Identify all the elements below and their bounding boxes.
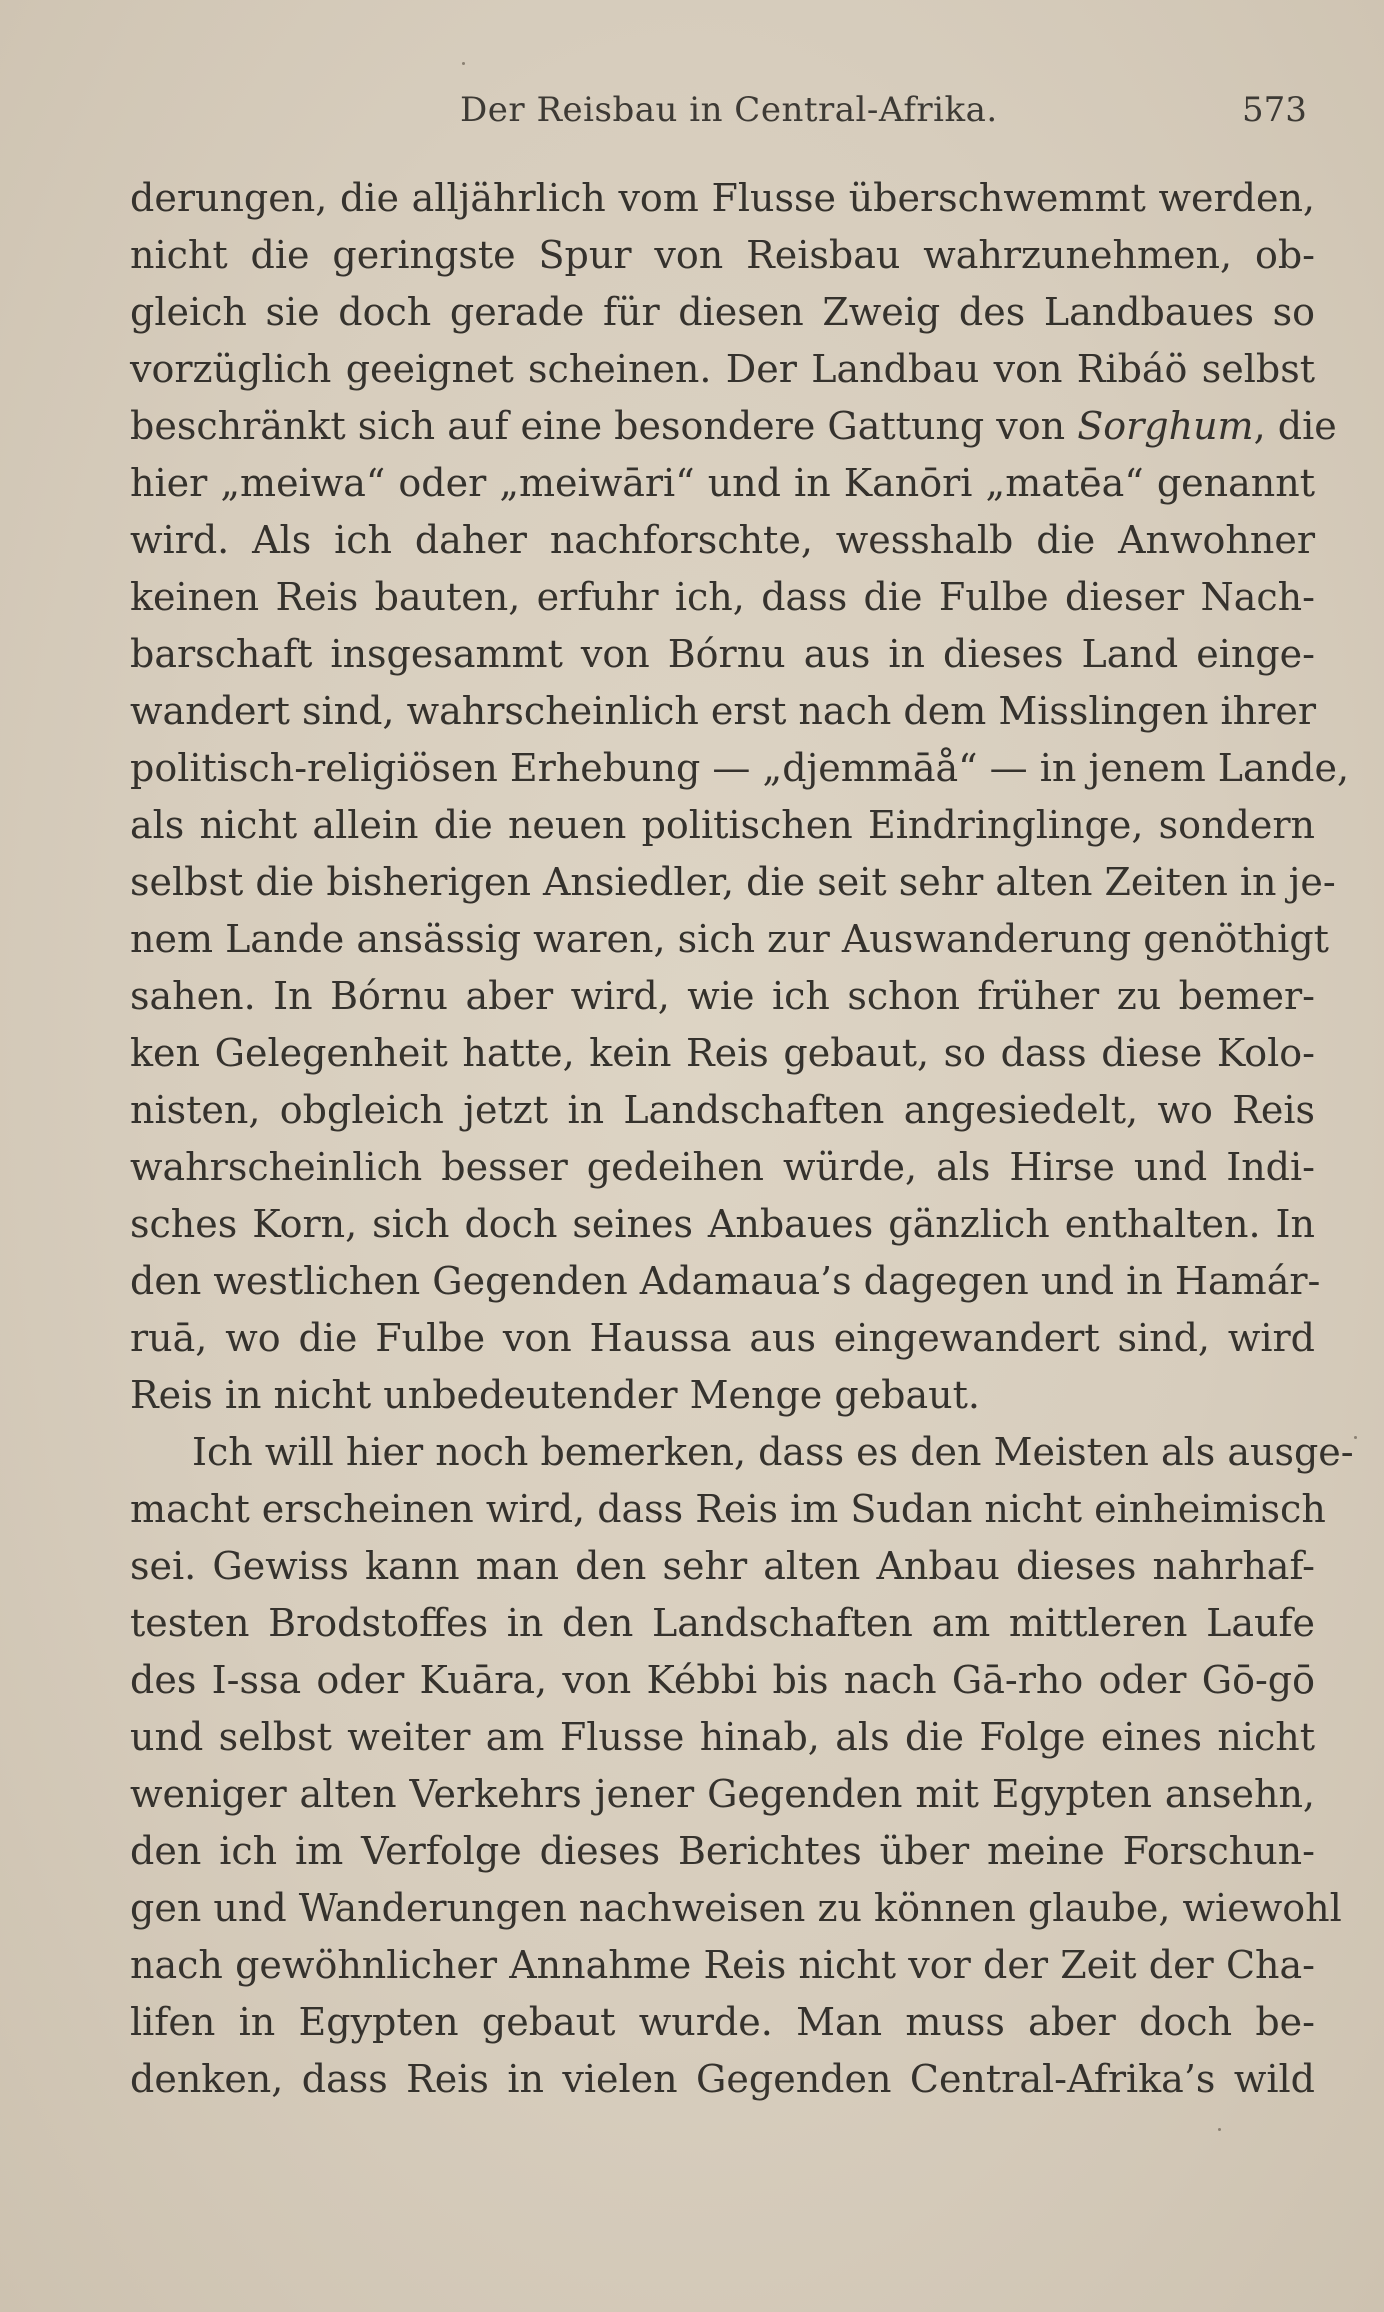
text-line: des I-ssa oder Kuāra, von Kébbi bis nach Gā-rho oder Gō-gō: [130, 1658, 1315, 1702]
text-line: keinen Reis bauten, erfuhr ich, dass die Fulbe dieser Nach-: [130, 575, 1315, 619]
text-line: Ich will hier noch bemerken, dass es den Meisten als ausge-: [192, 1430, 1354, 1474]
text-line: denken, dass Reis in vielen Gegenden Central-Afrika’s wild: [130, 2057, 1315, 2101]
text-line: ruā, wo die Fulbe von Haussa aus eingewandert sind, wird: [130, 1316, 1315, 1360]
text-line: beschränkt sich auf eine besondere Gattung von Sorghum, die: [130, 404, 1337, 448]
text-line: den ich im Verfolge dieses Berichtes über meine Forschun-: [130, 1829, 1315, 1873]
paper-speck: [1354, 1436, 1357, 1439]
text-line: sei. Gewiss kann man den sehr alten Anbau dieses nahrhaf-: [130, 1544, 1315, 1588]
page-number: 573: [1242, 90, 1307, 130]
text-line: politisch-religiösen Erhebung — „djemmāå“ — in jenem Lande,: [130, 746, 1350, 790]
text-line: wandert sind, wahrscheinlich erst nach dem Misslingen ihrer: [130, 689, 1316, 733]
text-line: selbst die bisherigen Ansiedler, die seit sehr alten Zeiten in je-: [130, 860, 1336, 904]
text-line: nem Lande ansässig waren, sich zur Auswanderung genöthigt: [130, 917, 1329, 961]
text-line: gen und Wanderungen nachweisen zu können glaube, wiewohl: [130, 1886, 1342, 1930]
text-line: Reis in nicht unbedeutender Menge gebaut.: [130, 1373, 980, 1417]
paragraph: [130, 1424, 1354, 2108]
text-line: vorzüglich geeignet scheinen. Der Landbau von Ribáö selbst: [130, 347, 1315, 391]
text-line: weniger alten Verkehrs jener Gegenden mit Egypten ansehn,: [130, 1772, 1315, 1816]
text-line: nisten, obgleich jetzt in Landschaften angesiedelt, wo Reis: [130, 1088, 1315, 1132]
running-head: Der Reisbau in Central-Afrika.: [460, 90, 998, 130]
text-line: derungen, die alljährlich vom Flusse überschwemmt werden,: [130, 176, 1315, 220]
text-line: sahen. In Bórnu aber wird, wie ich schon früher zu bemer-: [130, 974, 1315, 1018]
paragraph: [130, 170, 1350, 1424]
text-line: den westlichen Gegenden Adamaua’s dagegen und in Hamár-: [130, 1259, 1321, 1303]
text-line: barschaft insgesammt von Bórnu aus in dieses Land einge-: [130, 632, 1315, 676]
text-line: nicht die geringste Spur von Reisbau wahrzunehmen, ob-: [130, 233, 1315, 277]
text-line: sches Korn, sich doch seines Anbaues gänzlich enthalten. In: [130, 1202, 1315, 1246]
text-line: nach gewöhnlicher Annahme Reis nicht vor der Zeit der Cha-: [130, 1943, 1315, 1987]
text-line: lifen in Egypten gebaut wurde. Man muss aber doch be-: [130, 2000, 1315, 2044]
text-line: wird. Als ich daher nachforschte, wesshalb die Anwohner: [130, 518, 1315, 562]
text-line: ken Gelegenheit hatte, kein Reis gebaut, so dass diese Kolo-: [130, 1031, 1315, 1075]
text-line: testen Brodstoffes in den Landschaften am mittleren Laufe: [130, 1601, 1315, 1645]
paper-speck: [462, 62, 465, 65]
text-line: wahrscheinlich besser gedeihen würde, als Hirse und Indi-: [130, 1145, 1315, 1189]
text-line: gleich sie doch gerade für diesen Zweig des Landbaues so: [130, 290, 1315, 334]
italic-term: Sorghum: [1077, 404, 1254, 448]
text-line: und selbst weiter am Flusse hinab, als die Folge eines nicht: [130, 1715, 1315, 1759]
body-text: [130, 170, 1354, 2108]
paper-speck: [1218, 2128, 1221, 2131]
text-line: macht erscheinen wird, dass Reis im Sudan nicht einheimisch: [130, 1487, 1326, 1531]
text-line: hier „meiwa“ oder „meiwāri“ und in Kanōri „matēa“ genannt: [130, 461, 1315, 505]
text-line: als nicht allein die neuen politischen Eindringlinge, sondern: [130, 803, 1315, 847]
